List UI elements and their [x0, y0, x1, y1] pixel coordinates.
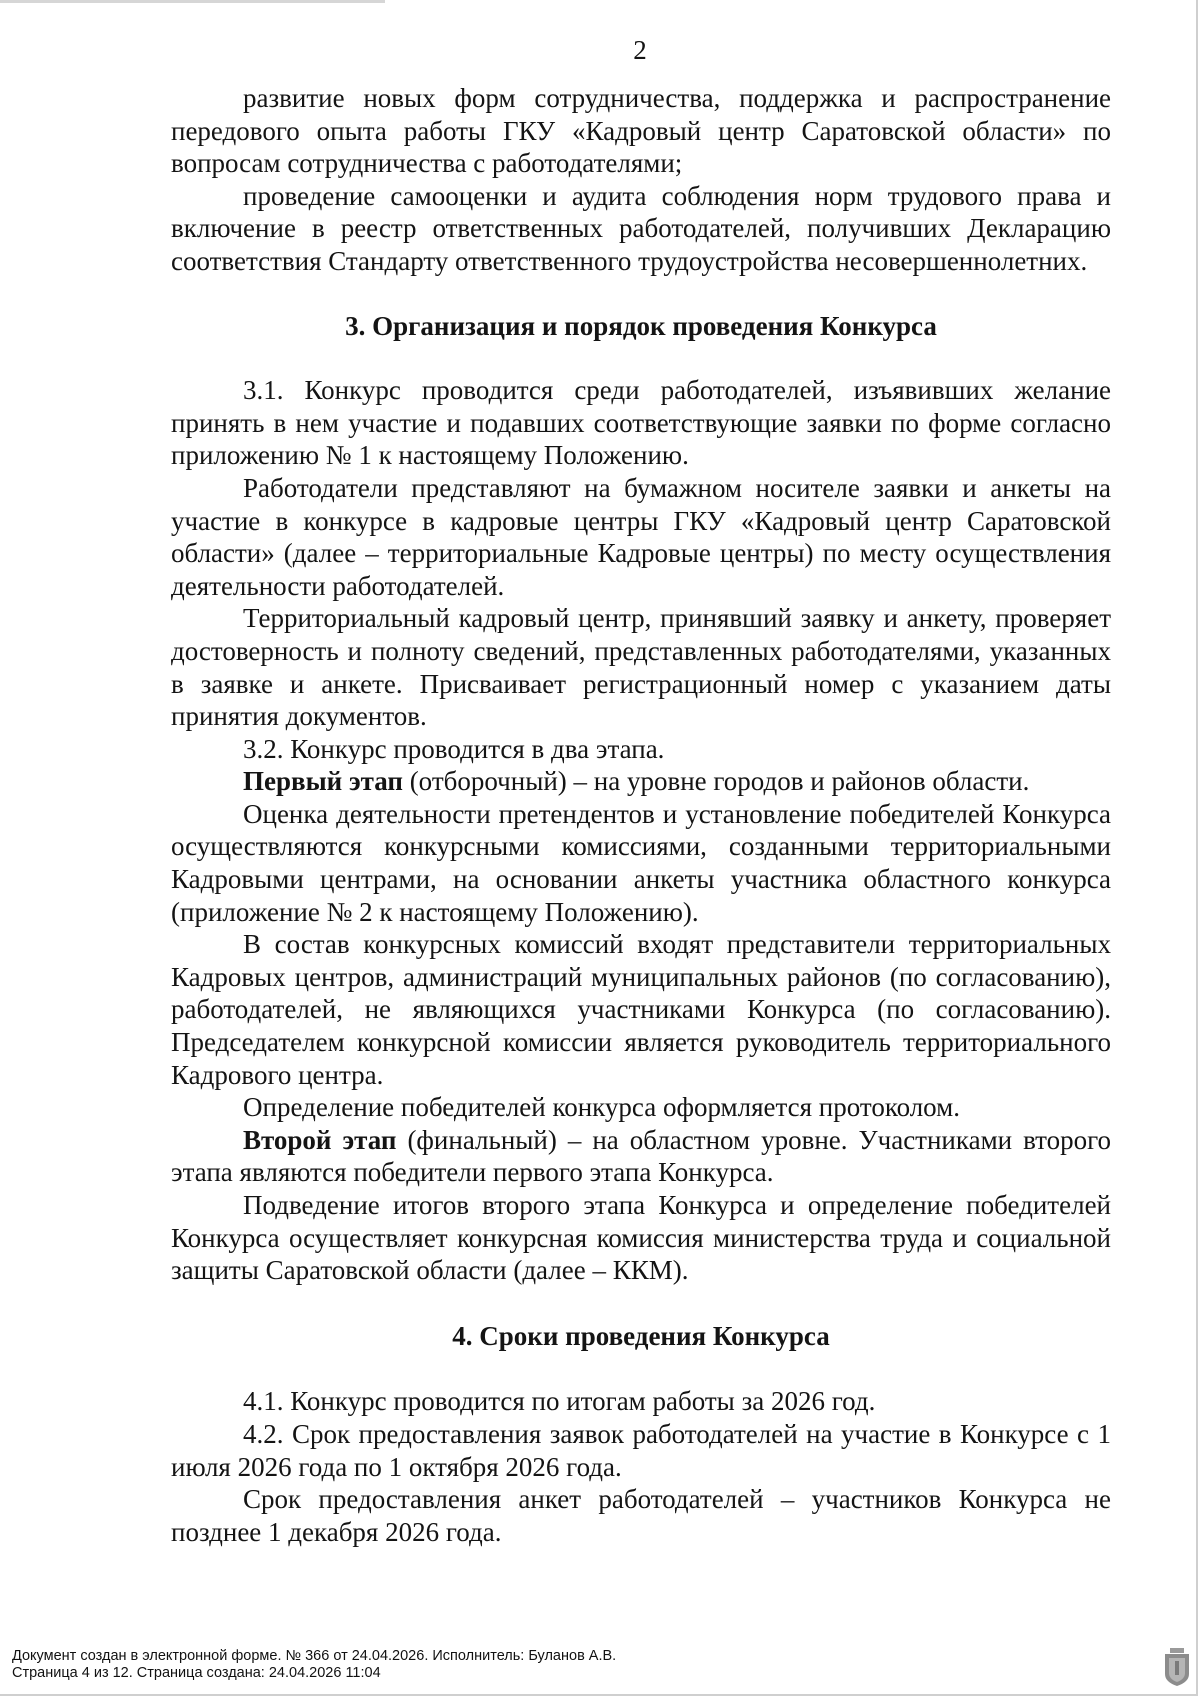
- paragraph: развитие новых форм сотрудничества, поддержка и распространение передового опыта работы ГКУ «Кадровый центр Саратовской области» по вопросам сотрудничества с работодателями;: [171, 83, 1111, 179]
- paragraph: Работодатели представляют на бумажном носителе заявки и анкеты на участие в конкурсе в кадровые центры ГКУ «Кадровый центр Саратовской области» (далее – территориальные Кадровые центры) по месту осуществления деятельности работодателей.: [171, 472, 1111, 601]
- paragraph: [171, 1124, 1111, 1189]
- paragraph: 4.2. Срок предоставления заявок работодателей на участие в Конкурсе с 1 июля 2026 года по 1 октября 2026 года.: [171, 1418, 1111, 1482]
- stage-1-text: (отборочный) – на уровне городов и районов области.: [402, 766, 1030, 797]
- paragraph: проведение самооценки и аудита соблюдения норм трудового права и включение в реестр ответственных работодателей, получивших Декларацию соответствия Стандарту ответственного трудоустройства несовершеннолетних.: [171, 180, 1111, 276]
- paragraph: Определение победителей конкурса оформляется протоколом.: [243, 1092, 961, 1123]
- stage-1-label: Первый этап: [243, 766, 403, 797]
- paragraph: [171, 765, 1111, 798]
- paragraph: Подведение итогов второго этапа Конкурса и определение победителей Конкурса осуществляет конкурсная комиссия министерства труда и социальной защиты Саратовской области (далее – ККМ).: [171, 1190, 1111, 1286]
- paragraph: В состав конкурсных комиссий входят представители территориальных Кадровых центров, администраций муниципальных районов (по согласованию), работодателей, не являющихся участниками Конкурса (по согласованию). Председателем конкурсной комиссии является руководитель территориального Кадрового центра.: [171, 929, 1111, 1090]
- footer-line-1: Документ создан в электронной форме. № 366 от 24.04.2026. Исполнитель: Буланов А.В.: [12, 1648, 617, 1664]
- document-body: [171, 82, 1111, 1548]
- page-number: 2: [633, 35, 647, 65]
- top-divider: [0, 0, 385, 3]
- section-heading-3: 3. Организация и порядок проведения Конкурса: [345, 310, 937, 341]
- document-footer: [12, 1648, 616, 1682]
- stage-2-text: (финальный) – на областном уровне. Участниками второго этапа являются победители первого этапа Конкурса.: [171, 1124, 1112, 1188]
- paragraph: 3.2. Конкурс проводится в два этапа.: [243, 733, 665, 764]
- coat-of-arms-icon: [1164, 1648, 1190, 1686]
- stage-2-label: Второй этап: [243, 1124, 397, 1155]
- footer-line-2: Страница 4 из 12. Страница создана: 24.04.2026 11:04: [12, 1665, 381, 1681]
- paragraph: 3.1. Конкурс проводится среди работодателей, изъявивших желание принять в нем участие и подавших соответствующие заявки по форме согласно приложению № 1 к настоящему Положению.: [171, 375, 1111, 471]
- paragraph: Срок предоставления анкет работодателей – участников Конкурса не позднее 1 декабря 2026 года.: [171, 1484, 1111, 1547]
- paragraph: 4.1. Конкурс проводится по итогам работы за 2026 год.: [243, 1386, 876, 1417]
- paragraph: Территориальный кадровый центр, принявший заявку и анкету, проверяет достоверность и полноту сведений, представленных работодателями, указанных в заявке и анкете. Присваивает регистрационный номер с указанием даты принятия документов.: [171, 603, 1111, 732]
- section-heading-4: 4. Сроки проведения Конкурса: [452, 1320, 830, 1351]
- paragraph: Оценка деятельности претендентов и установление победителей Конкурса осуществляются конкурсными комиссиями, созданными территориальными Кадровыми центрами, на основании анкеты участника областного конкурса (приложение № 2 к настоящему Положению).: [171, 798, 1111, 927]
